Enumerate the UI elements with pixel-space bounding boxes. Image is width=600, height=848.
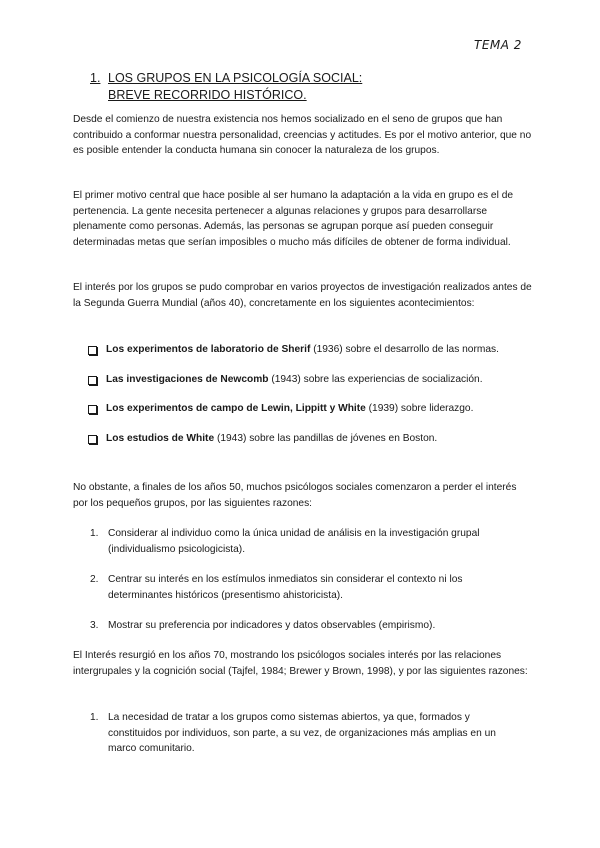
revival-reasons-list [90, 710, 510, 757]
list-item: Los experimentos de campo de Lewin, Lippitt y White (1939) sobre liderazgo. [88, 401, 518, 417]
list-item: 2. Centrar su interés en los estímulos inmediatos sin considerar el contexto ni los determinantes históricos (presentismo ahistoricista). [90, 574, 463, 601]
checkbox-bullet-icon [88, 346, 97, 355]
research-events-list [88, 342, 518, 460]
list-item: Los estudios de White (1943) sobre las pandillas de jóvenes en Boston. [88, 431, 518, 447]
list-item: 1. Considerar al individuo como la única unidad de análisis en la investigación grupal (individualismo psicologicista). [90, 528, 480, 555]
decline-reasons-list [90, 526, 510, 634]
list-item: Los experimentos de laboratorio de Sherif (1936) sobre el desarrollo de las normas. [88, 342, 518, 358]
list-item: 1. La necesidad de tratar a los grupos como sistemas abiertos, ya que, formados y constituidos por individuos, son parte, a su vez, de organizaciones más amplias en un marco comunitario. [90, 712, 496, 755]
paragraph-research: El interés por los grupos se pudo comprobar en varios proyectos de investigación realizados antes de la Segunda Guerra Mundial (años 40), concretamente en los siguientes acontecimientos: [73, 282, 532, 309]
list-item: 3. Mostrar su preferencia por indicadores y datos observables (empirismo). [90, 620, 436, 632]
list-item: Las investigaciones de Newcomb (1943) sobre las experiencias de socialización. [88, 372, 518, 388]
section-title-line-2: BREVE RECORRIDO HISTÓRICO. [108, 88, 307, 102]
checkbox-bullet-icon [88, 435, 97, 444]
checkbox-bullet-icon [88, 405, 97, 414]
paragraph-decline: No obstante, a finales de los años 50, muchos psicólogos sociales comenzaron a perder el interés por los pequeños grupos, por las siguientes razones: [73, 482, 517, 509]
section-title [108, 70, 362, 104]
section-number: 1. [90, 71, 101, 85]
section-heading [90, 70, 362, 104]
paragraph-intro: Desde el comienzo de nuestra existencia nos hemos socializado en el seno de grupos que han contribuido a conformar nuestra personalidad, creencias y actitudes. Es por el motivo anterior, que no es posible entender la conducta humana sin conocer la naturaleza de los grupos. [73, 114, 532, 157]
paragraph-revival: El Interés resurgió en los años 70, mostrando los psicólogos sociales interés por las relaciones intergrupales y la cognición social (Tajfel, 1984; Brewer y Brown, 1998), y por las siguientes razones: [73, 650, 528, 677]
checkbox-bullet-icon [88, 376, 97, 385]
section-title-line-1: LOS GRUPOS EN LA PSICOLOGÍA SOCIAL: [108, 71, 363, 85]
topic-label: TEMA 2 [474, 38, 522, 52]
paragraph-belonging: El primer motivo central que hace posible al ser humano la adaptación a la vida en grupo es el de pertenencia. La gente necesita pertenecer a algunas relaciones y grupos para desarrollarse plenamente como personas. Además, las personas se agrupan porque así pueden conseguir determinadas metas que serían imposibles o mucho más difíciles de obtener de forma individual. [73, 190, 514, 248]
